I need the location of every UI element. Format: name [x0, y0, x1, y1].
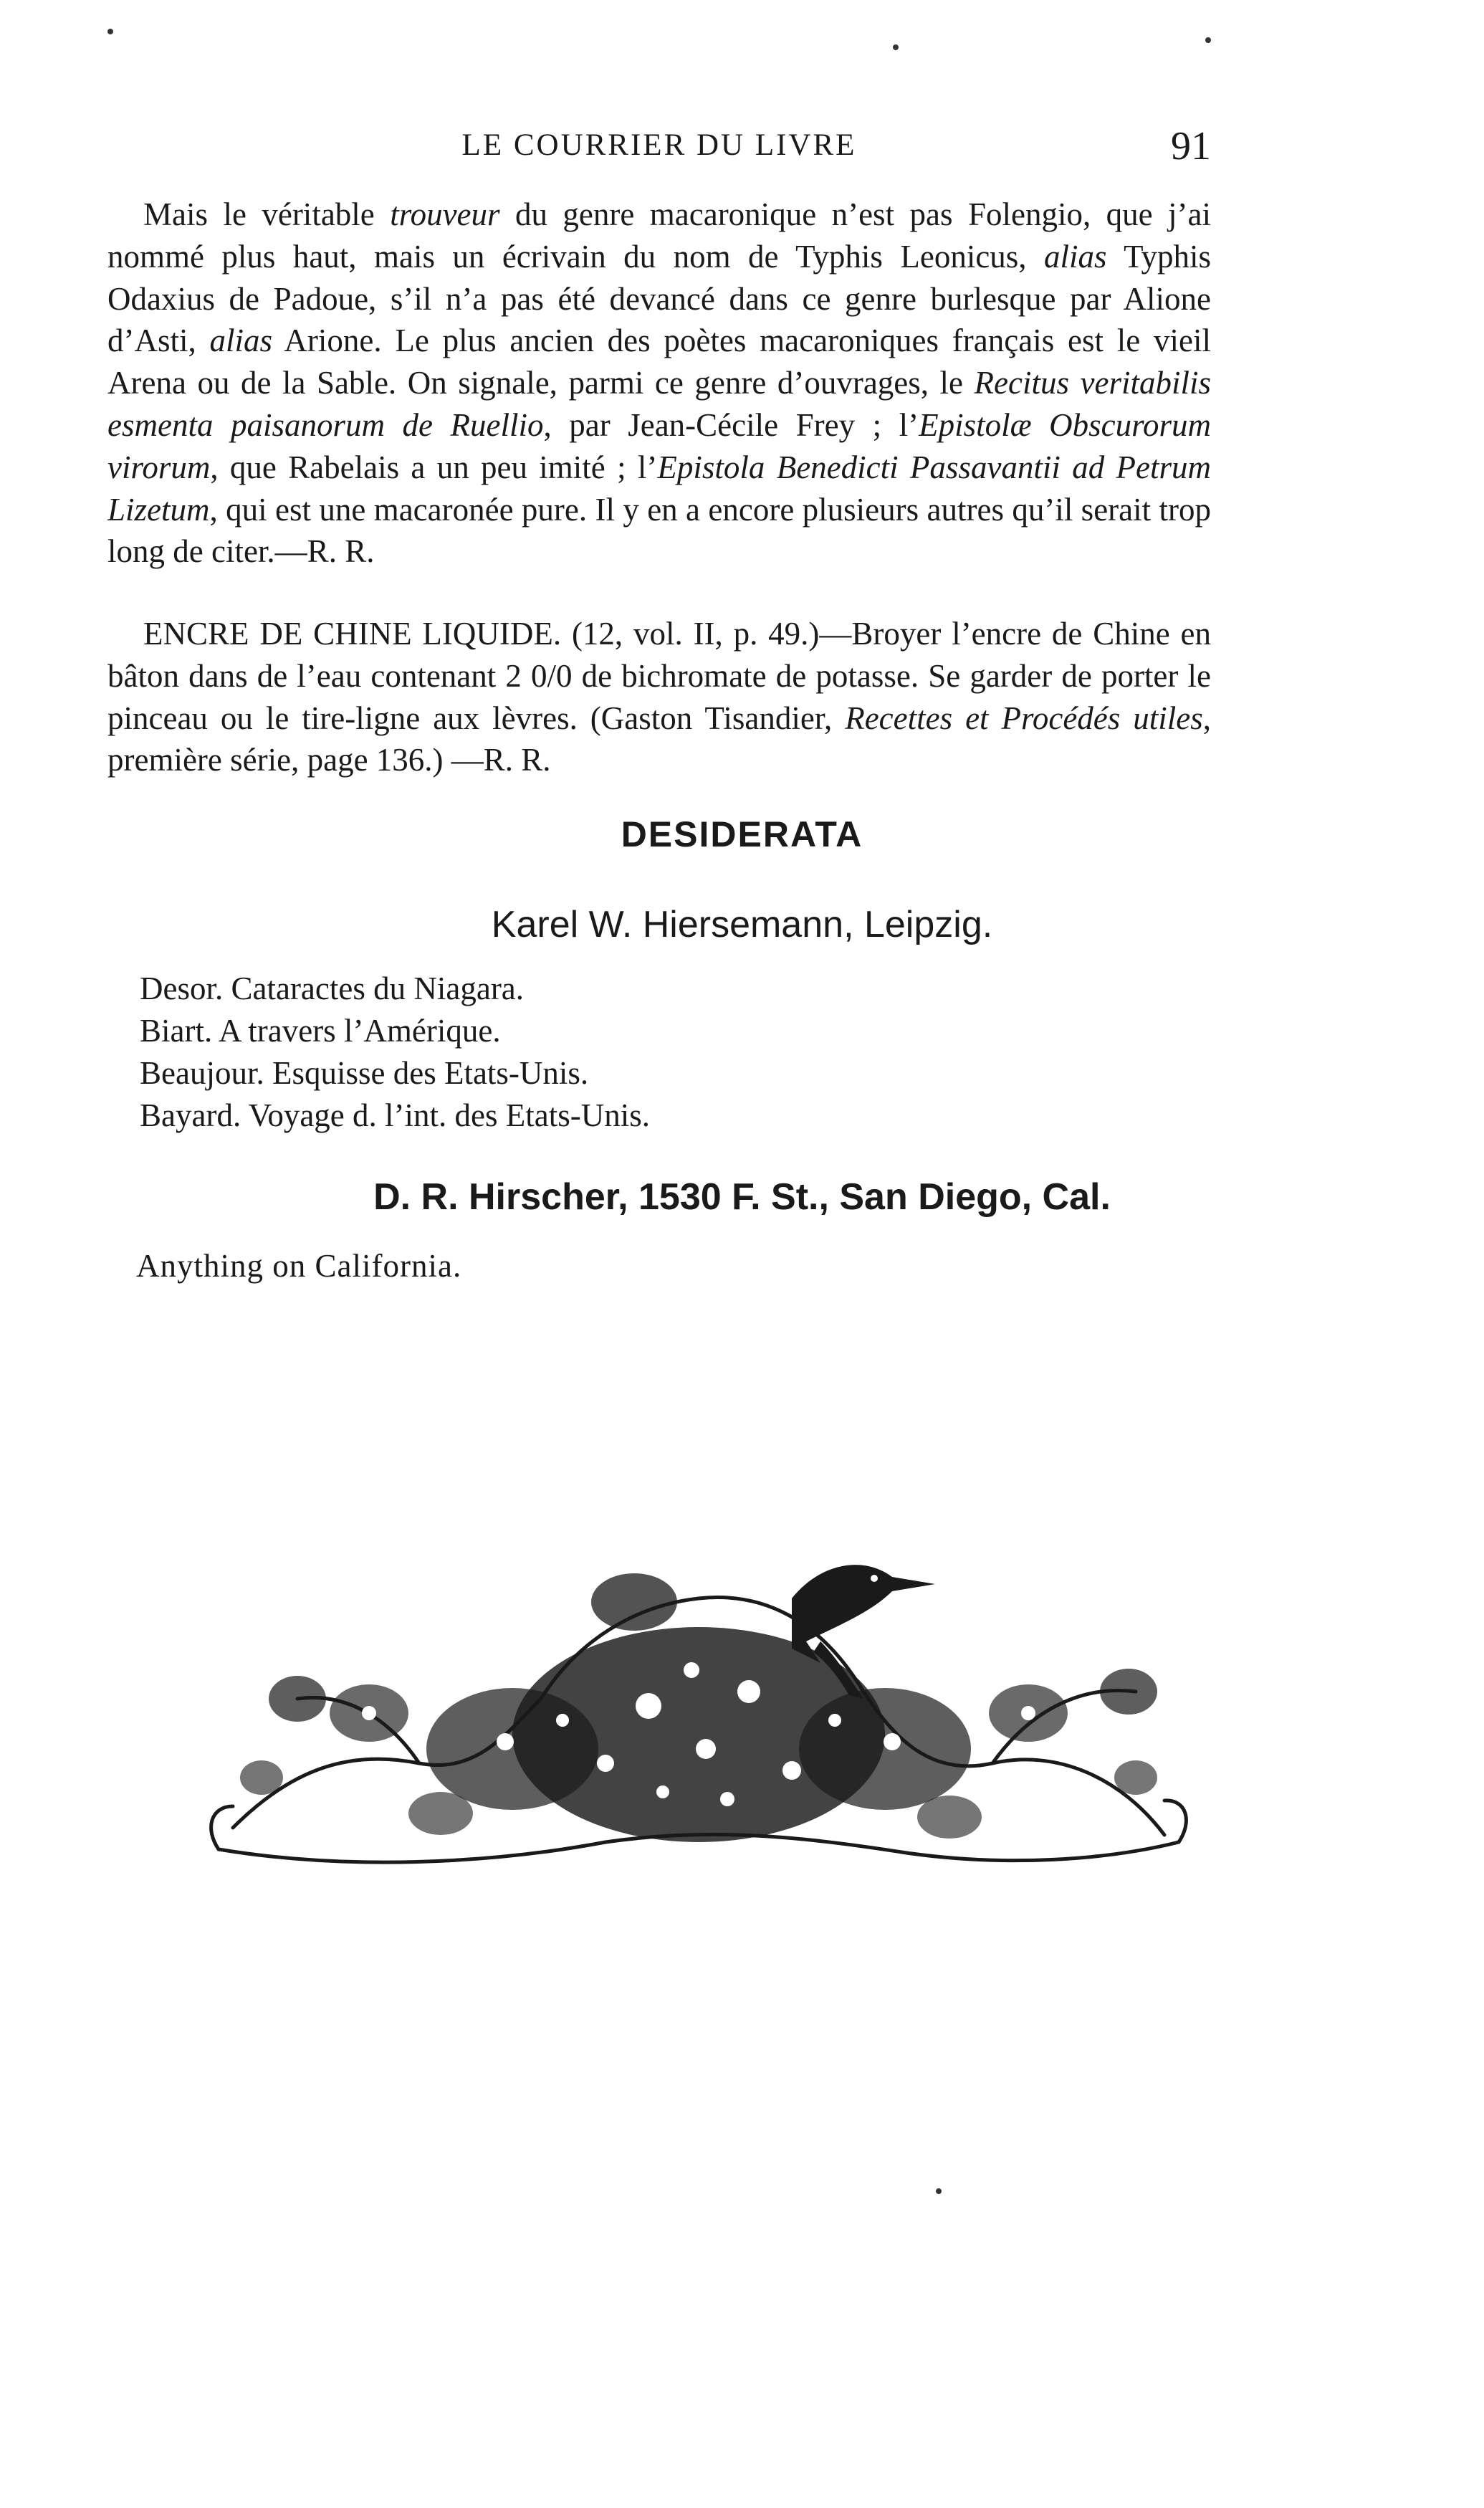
text-run: ENCRE DE CHINE LIQUIDE. (12, vol. II, p. 49.)—Broyer l’encre de Chine en bâton dans de l’eau contenant 2 0/0 de bichromate de potasse. Se garder de porter le pinceau ou le tire-ligne aux lèvres. (Gaston Tisandier, [107, 616, 1211, 736]
stray-ink-dot [1205, 37, 1211, 43]
text-run: , par Jean-Cécile Frey ; l’ [543, 406, 919, 443]
list-item: Anything on California. [136, 1248, 462, 1284]
running-title: LE COURRIER DU LIVRE [461, 128, 857, 162]
paragraph-text [107, 194, 1211, 573]
text-run: Mais le véritable [143, 196, 391, 232]
paragraph-encre-de-chine [107, 613, 1211, 781]
text-run: , première série, page 136.) —R. R. [107, 700, 1211, 778]
text-run: , qui est une macaronée pure. Il y en a encore plusieurs autres qu’il serait trop long de citer.—R. R. [107, 491, 1211, 570]
stray-ink-dot [936, 2188, 942, 2194]
section-heading: DESIDERATA [621, 814, 863, 854]
page-header [107, 123, 1211, 173]
italic-text: alias [1043, 238, 1107, 275]
dealer-name: D. R. Hirscher, 1530 F. St., San Diego, Cal. [373, 1176, 1111, 1218]
paragraph-macaronic [107, 194, 1211, 573]
list-item: Desor. Cataractes du Niagara. [140, 971, 525, 1006]
page-number: 91 [1171, 124, 1211, 168]
floral-vignette-icon [204, 1534, 1193, 1878]
stray-ink-dot [893, 44, 899, 50]
italic-text: alias [209, 323, 273, 359]
dealer-name: Karel W. Hiersemann, Leipzig. [491, 904, 993, 945]
stray-ink-dot [107, 29, 113, 34]
italic-text: Epistolæ Obscurorum virorum [107, 406, 1211, 485]
italic-text: Recitus veritabilis esmenta paisanorum de Ruellio [107, 365, 1212, 443]
list-item: Biart. A travers l’Amérique. [140, 1013, 501, 1049]
text-run: Arione. Le plus ancien des poètes macaroniques français est le vieil Arena ou de la Sable. On signale, parmi ce genre d’ouvrages, le [107, 323, 1211, 401]
text-run: , que Rabelais a un peu imité ; l’ [210, 449, 658, 485]
list-item: Bayard. Voyage d. l’int. des Etats-Unis. [140, 1097, 650, 1133]
list-item: Beaujour. Esquisse des Etats-Unis. [140, 1055, 589, 1091]
paragraph-text [107, 613, 1211, 781]
italic-text: trouveur [390, 196, 500, 232]
text-run: du genre macaronique n’est pas Folengio, que j’ai nommé plus haut, mais un écrivain du nom de Typhis Leonicus, [107, 196, 1212, 275]
wanted-books-list [140, 968, 650, 1137]
text-run: Typhis Odaxius de Padoue, s’il n’a pas été devancé dans ce genre burlesque par Alione d’Asti, [107, 238, 1211, 359]
italic-text: Recettes et Procédés utiles [845, 700, 1203, 736]
italic-text: Epistola Benedicti Passavantii ad Petrum Lizetum [107, 449, 1212, 528]
